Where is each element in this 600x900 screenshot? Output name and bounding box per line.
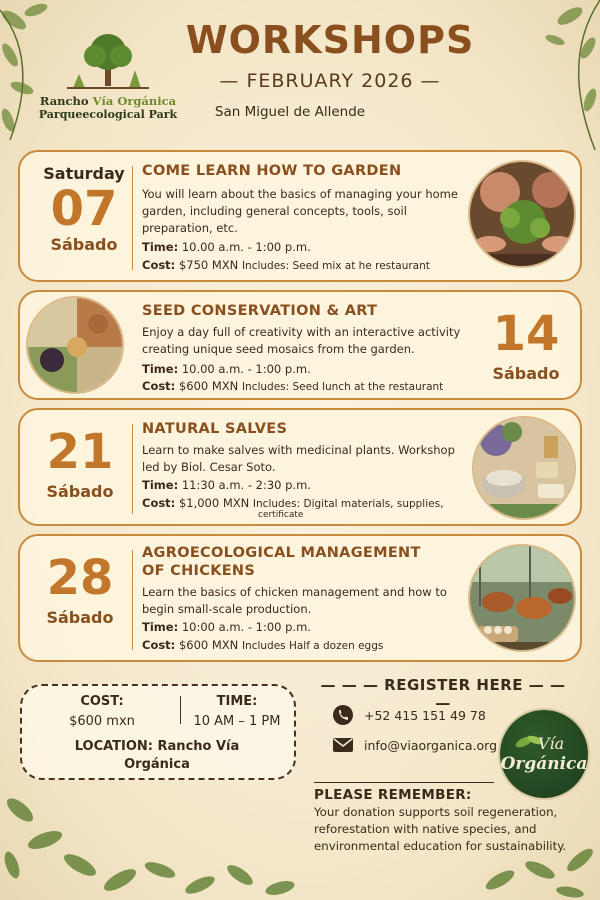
phone-number: +52 415 151 49 78	[364, 707, 486, 723]
date-block	[34, 164, 134, 254]
workshop-cost: Cost: $1,000 MXN Includes: Digital materials, supplies,	[142, 496, 444, 510]
workshop-title: SEED CONSERVATION & ART	[142, 303, 378, 319]
chickens-photo	[468, 544, 576, 652]
page-title: WORKSHOPS	[185, 18, 475, 62]
location-text: LOCATION: Rancho Vía Orgánica	[74, 739, 240, 772]
foliage-bottom-left-decoration	[0, 770, 320, 900]
workshop-title: NATURAL SALVES	[142, 421, 288, 437]
day-number: 21	[46, 424, 114, 480]
day-of-week-es: Sábado	[492, 364, 560, 383]
badge-line-2: Orgánica	[500, 754, 588, 774]
day-number: 07	[50, 181, 118, 237]
workshop-time: Time: 10.00 a.m. - 1:00 p.m.	[142, 240, 311, 254]
workshop-title: COME LEARN HOW TO GARDEN	[142, 163, 402, 179]
workshop-includes-continued: certificate	[258, 510, 304, 520]
phone-contact[interactable]	[332, 704, 486, 726]
workshop-cost: Cost: $600 MXN Includes: Seed lunch at the restaurant	[142, 379, 444, 393]
workshop-description: Learn the basics of chicken management and how to begin small-scale production.	[142, 585, 447, 616]
card-divider	[132, 166, 133, 270]
workshop-description: Enjoy a day full of creativity with an interactive activity creating unique seed mosaics from the garden.	[142, 325, 461, 356]
mail-icon	[332, 734, 354, 756]
workshop-description: Learn to make salves with medicinal plants. Workshop led by Biol. Cesar Soto.	[142, 443, 455, 474]
workshop-card-garden	[18, 150, 582, 282]
workshop-time: Time: 10.00 a.m. - 1:00 p.m.	[142, 362, 311, 376]
day-of-week-es: Sábado	[46, 482, 114, 501]
day-of-week-es: Sábado	[46, 608, 114, 627]
register-title: — — — REGISTER HERE — — —	[320, 676, 566, 712]
workshop-card-chickens	[18, 534, 582, 662]
remember-text: Your donation supports soil regeneration, reforestation with native species, and environmental education for sustainability.	[314, 805, 567, 853]
info-divider	[180, 696, 181, 724]
seeds-photo	[26, 296, 124, 394]
cost-label: COST:	[80, 694, 124, 709]
workshop-description: You will learn about the basics of managing your home garden, including general concepts, tools, soil preparation, etc.	[142, 187, 458, 235]
cost-value: $600 mxn	[69, 714, 135, 729]
date-block	[478, 308, 574, 383]
workshop-time: Time: 10:00 a.m. - 1:00 p.m.	[142, 620, 311, 634]
workshop-cost: Cost: $600 MXN Includes Half a dozen eggs	[142, 638, 384, 652]
summary-info-box	[20, 684, 296, 780]
card-divider	[132, 424, 133, 514]
salves-photo	[472, 416, 576, 520]
via-organica-badge	[498, 708, 590, 800]
email-address: info@viaorganica.org	[364, 737, 498, 753]
location-line: San Miguel de Allende	[214, 104, 366, 120]
time-value: 10 AM – 1 PM	[193, 714, 281, 729]
whatsapp-icon	[332, 704, 354, 726]
day-number: 14	[492, 306, 560, 362]
logo-subtitle: Parqueecological Park	[38, 108, 178, 121]
workshop-cost: Cost: $750 MXN Includes: Seed mix at he restaurant	[142, 258, 430, 272]
card-divider	[132, 550, 133, 650]
workshop-card-seeds	[18, 290, 582, 400]
email-contact[interactable]	[332, 734, 497, 756]
date-block	[32, 552, 128, 627]
remember-title: PLEASE REMEMBER:	[314, 782, 494, 803]
garden-photo	[468, 160, 576, 268]
day-number: 28	[46, 550, 114, 606]
date-block	[32, 426, 128, 501]
time-label: TIME:	[216, 694, 258, 709]
workshop-title: AGROECOLOGICAL MANAGEMENT OF CHICKENS	[142, 545, 421, 579]
day-of-week: Saturday	[43, 164, 125, 183]
workshop-time: Time: 11:30 a.m. - 2:30 p.m.	[142, 478, 311, 492]
workshop-card-salves	[18, 408, 582, 526]
logo-name: Rancho Vía Orgánica	[39, 94, 177, 108]
badge-line-1: Vía	[538, 734, 565, 753]
day-of-week-es: Sábado	[50, 235, 118, 254]
page-subtitle: — FEBRUARY 2026 —	[219, 70, 441, 92]
